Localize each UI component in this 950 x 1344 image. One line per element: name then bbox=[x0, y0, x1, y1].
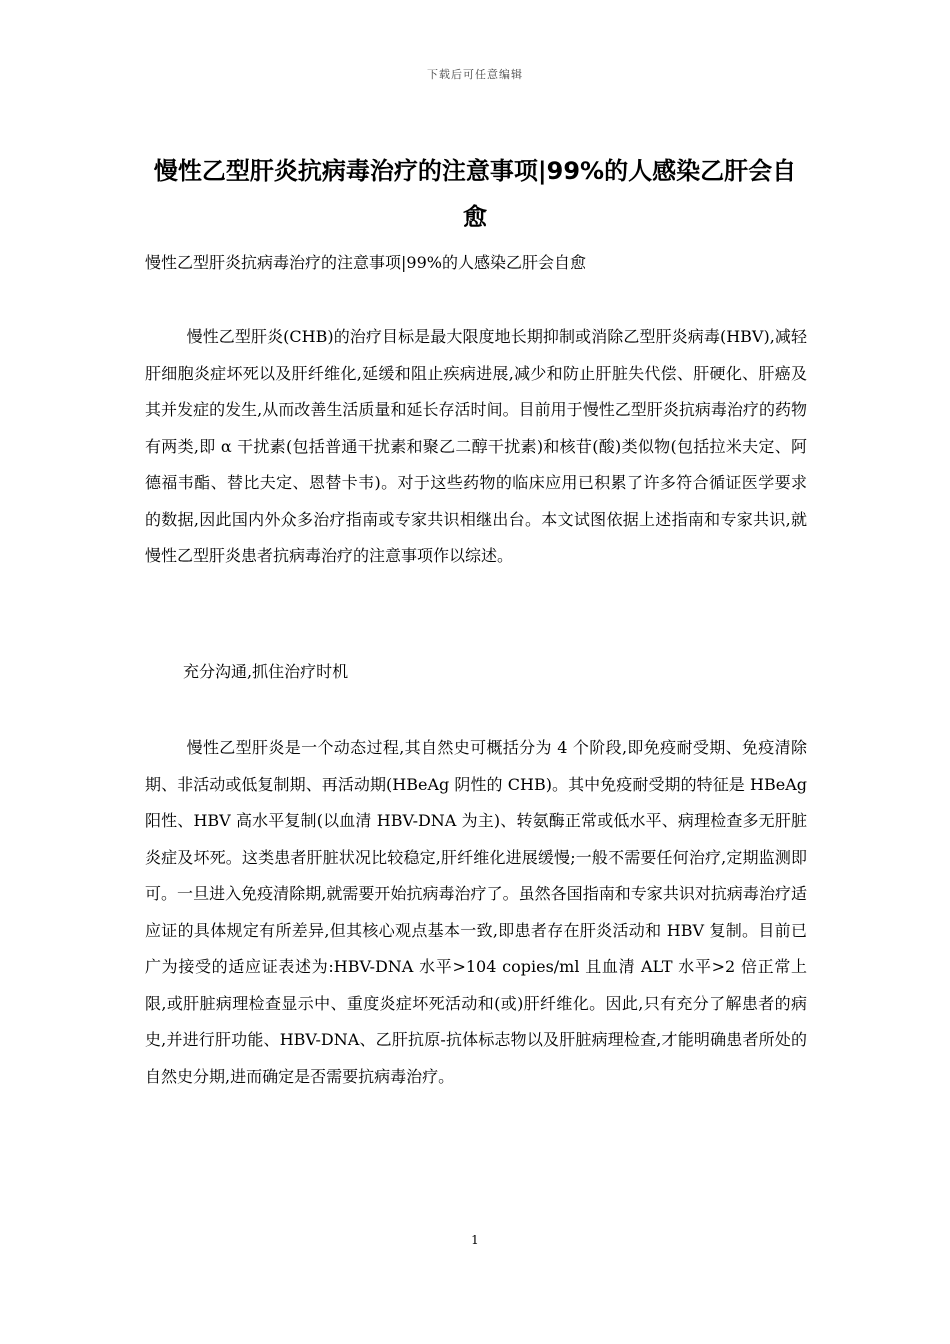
body-paragraph-1: 慢性乙型肝炎(CHB)的治疗目标是最大限度地长期抑制或消除乙型肝炎病毒(HBV),减轻肝细胞炎症坏死以及肝纤维化,延缓和阻止疾病进展,减少和防止肝脏失代偿、肝硬化、肝癌及其并发症的发生,从而改善生活质量和延长存活时间。目前用于慢性乙型肝炎抗病毒治疗的药物有两类,即 α 干扰素(包括普通干扰素和聚乙二醇干扰素)和核苷(酸)类似物(包括拉米夫定、阿德福韦酯、替比夫定、恩替卡韦)。对于这些药物的临床应用已积累了许多符合循证医学要求的数据,因此国内外众多治疗指南或专家共识相继出台。本文试图依据上述指南和专家共识,就慢性乙型肝炎患者抗病毒治疗的注意事项作以综述。 bbox=[145, 327, 807, 565]
document-subtitle: 慢性乙型肝炎抗病毒治疗的注意事项|99%的人感染乙肝会自愈 bbox=[145, 253, 586, 272]
page-number: 1 bbox=[471, 1233, 479, 1247]
section-heading: 充分沟通,抓住治疗时机 bbox=[183, 662, 349, 681]
body-paragraph-2: 慢性乙型肝炎是一个动态过程,其自然史可概括分为 4 个阶段,即免疫耐受期、免疫清除期、非活动或低复制期、再活动期(HBeAg 阴性的 CHB)。其中免疫耐受期的特征是 HBeAg 阳性、HBV 高水平复制(以血清 HBV-DNA 为主)、转氨酶正常或低水平、病理检查多无肝脏炎症及坏死。这类患者肝脏状况比较稳定,肝纤维化进展缓慢;一般不需要任何治疗,定期监测即可。一旦进入免疫清除期,就需要开始抗病毒治疗了。虽然各国指南和专家共识对抗病毒治疗适应证的具体规定有所差异,但其核心观点基本一致,即患者存在肝炎活动和 HBV 复制。目前已广为接受的适应证表述为:HBV-DNA 水平>104 copies/ml 且血清 ALT 水平>2 倍正常上限,或肝脏病理检查显示中、重度炎症坏死活动和(或)肝纤维化。因此,只有充分了解患者的病史,并进行肝功能、HBV-DNA、乙肝抗原-抗体标志物以及肝脏病理检查,才能明确患者所处的自然史分期,进而确定是否需要抗病毒治疗。 bbox=[145, 738, 807, 1086]
page-header: 下载后可任意编辑 bbox=[427, 68, 523, 81]
document-title: 慢性乙型肝炎抗病毒治疗的注意事项|99%的人感染乙肝会自愈 bbox=[153, 157, 797, 231]
